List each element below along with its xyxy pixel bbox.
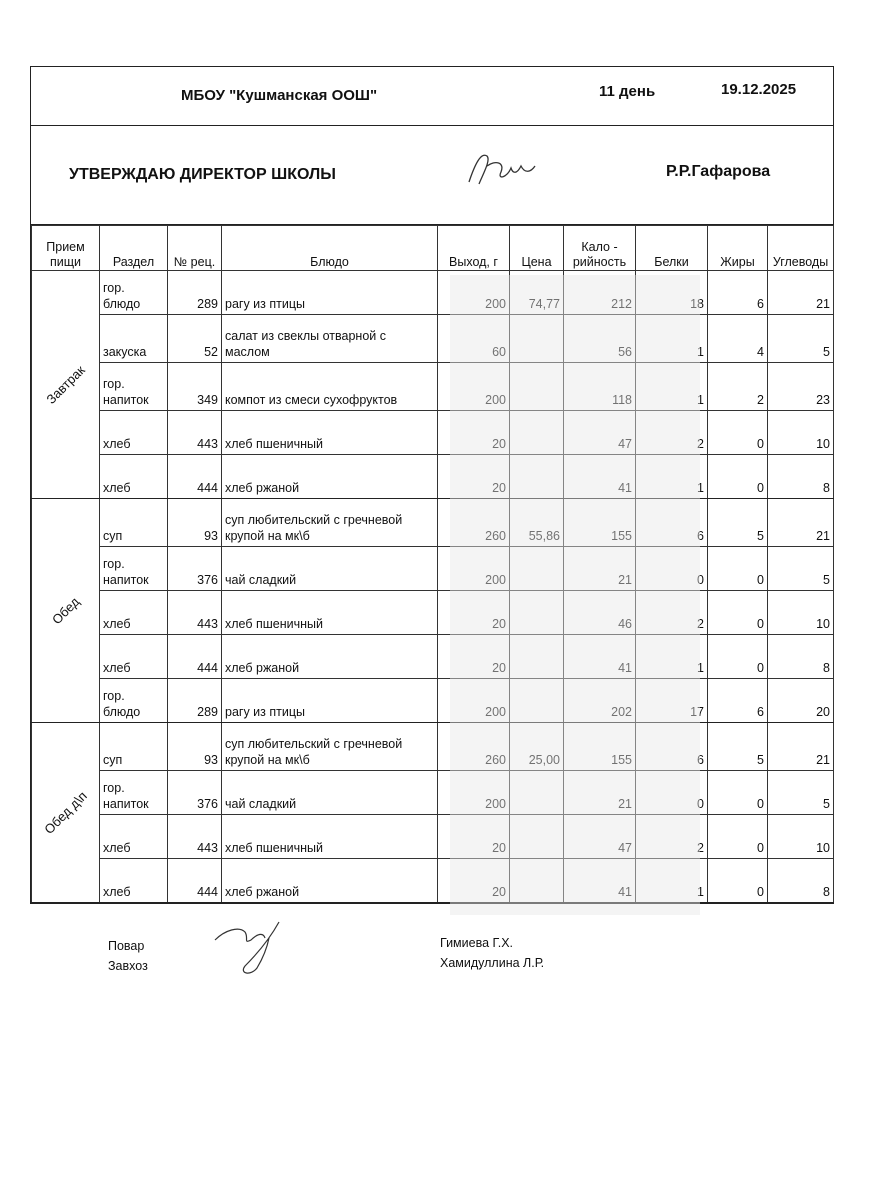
cell-carbs: 8: [768, 455, 834, 499]
cell-carbs: 8: [768, 635, 834, 679]
cell-calories: 41: [564, 635, 636, 679]
cell-fats: 6: [708, 679, 768, 723]
table-row: [32, 271, 834, 315]
cell-proteins: 17: [636, 679, 708, 723]
cell-calories: 21: [564, 771, 636, 815]
meal-name: [32, 499, 100, 723]
cell-dish: хлеб ржаной: [222, 859, 438, 903]
table-row: [32, 771, 834, 815]
cell-carbs: 5: [768, 547, 834, 591]
cell-dish: хлеб пшеничный: [222, 815, 438, 859]
table-row: [32, 547, 834, 591]
cell-fats: 5: [708, 499, 768, 547]
cell-price: [510, 455, 564, 499]
table-row: [32, 591, 834, 635]
cell-price: [510, 635, 564, 679]
supply-name: Хамидуллина Л.Р.: [440, 956, 545, 970]
cell-carbs: 21: [768, 723, 834, 771]
col-recipe: № рец.: [168, 226, 222, 271]
supply-label: Завхоз: [108, 959, 148, 973]
table-row: [32, 859, 834, 903]
cell-recipe: 443: [168, 411, 222, 455]
cell-carbs: 23: [768, 363, 834, 411]
cell-carbs: 20: [768, 679, 834, 723]
col-price: Цена: [510, 226, 564, 271]
cell-dish: салат из свеклы отварной с маслом: [222, 315, 438, 363]
cell-recipe: 93: [168, 723, 222, 771]
cell-carbs: 8: [768, 859, 834, 903]
meal-name: [32, 723, 100, 903]
cell-fats: 0: [708, 411, 768, 455]
meal-label: Завтрак: [42, 361, 88, 407]
cell-fats: 0: [708, 635, 768, 679]
cell-yield: 200: [438, 679, 510, 723]
cell-calories: 155: [564, 723, 636, 771]
cell-calories: 21: [564, 547, 636, 591]
cell-section: хлеб: [100, 411, 168, 455]
cell-proteins: 0: [636, 771, 708, 815]
cell-dish: суп любительский с гречневой крупой на мк\б: [222, 499, 438, 547]
cell-calories: 41: [564, 859, 636, 903]
menu-sheet: [30, 66, 834, 904]
cell-fats: 0: [708, 547, 768, 591]
table-row: [32, 455, 834, 499]
cell-section: закуска: [100, 315, 168, 363]
col-meal: Прием пищи: [32, 226, 100, 271]
cell-yield: 260: [438, 723, 510, 771]
cell-dish: рагу из птицы: [222, 679, 438, 723]
cell-recipe: 376: [168, 771, 222, 815]
cell-fats: 0: [708, 859, 768, 903]
cell-price: [510, 859, 564, 903]
cell-proteins: 18: [636, 271, 708, 315]
cell-section: хлеб: [100, 815, 168, 859]
cell-fats: 0: [708, 815, 768, 859]
menu-table: [31, 225, 834, 903]
cell-yield: 200: [438, 271, 510, 315]
table-row: [32, 363, 834, 411]
cell-proteins: 1: [636, 363, 708, 411]
cell-price: [510, 363, 564, 411]
cell-dish: компот из смеси сухофруктов: [222, 363, 438, 411]
meal-name: [32, 271, 100, 499]
cell-price: [510, 591, 564, 635]
cell-recipe: 93: [168, 499, 222, 547]
cell-price: 74,77: [510, 271, 564, 315]
cell-fats: 2: [708, 363, 768, 411]
table-row: [32, 499, 834, 547]
col-fats: Жиры: [708, 226, 768, 271]
cell-yield: 200: [438, 363, 510, 411]
cell-section: хлеб: [100, 455, 168, 499]
cell-yield: 260: [438, 499, 510, 547]
cell-proteins: 1: [636, 859, 708, 903]
cell-fats: 6: [708, 271, 768, 315]
col-dish: Блюдо: [222, 226, 438, 271]
cell-fats: 0: [708, 591, 768, 635]
day-number: 11 день: [599, 83, 656, 100]
cell-section: гор. блюдо: [100, 679, 168, 723]
cook-label: Повар: [108, 939, 145, 953]
col-calories: Кало - рийность: [564, 226, 636, 271]
col-proteins: Белки: [636, 226, 708, 271]
cell-calories: 212: [564, 271, 636, 315]
cell-section: хлеб: [100, 859, 168, 903]
cell-dish: хлеб ржаной: [222, 635, 438, 679]
cell-calories: 47: [564, 411, 636, 455]
cell-recipe: 443: [168, 591, 222, 635]
cell-price: [510, 679, 564, 723]
school-name: МБОУ "Кушманская ООШ": [181, 87, 378, 104]
cell-fats: 5: [708, 723, 768, 771]
cell-proteins: 6: [636, 499, 708, 547]
cell-dish: чай сладкий: [222, 771, 438, 815]
table-header-row: [32, 226, 834, 271]
cell-dish: хлеб пшеничный: [222, 591, 438, 635]
cell-calories: 56: [564, 315, 636, 363]
cell-yield: 20: [438, 859, 510, 903]
approval-row: [31, 126, 833, 225]
cell-section: хлеб: [100, 591, 168, 635]
cell-recipe: 289: [168, 679, 222, 723]
cell-recipe: 443: [168, 815, 222, 859]
table-row: [32, 815, 834, 859]
cell-carbs: 21: [768, 499, 834, 547]
cell-yield: 200: [438, 771, 510, 815]
cell-yield: 20: [438, 455, 510, 499]
cell-recipe: 376: [168, 547, 222, 591]
cell-carbs: 10: [768, 591, 834, 635]
cell-fats: 4: [708, 315, 768, 363]
cell-price: [510, 771, 564, 815]
cell-dish: суп любительский с гречневой крупой на мк\б: [222, 723, 438, 771]
cell-price: [510, 315, 564, 363]
col-section: Раздел: [100, 226, 168, 271]
cell-price: 25,00: [510, 723, 564, 771]
col-carbs: Углеводы: [768, 226, 834, 271]
col-yield: Выход, г: [438, 226, 510, 271]
cell-proteins: 1: [636, 315, 708, 363]
cell-yield: 20: [438, 635, 510, 679]
meal-label: Обед д\п: [40, 787, 90, 837]
cell-dish: рагу из птицы: [222, 271, 438, 315]
cell-proteins: 1: [636, 455, 708, 499]
cell-carbs: 5: [768, 771, 834, 815]
cell-section: гор. напиток: [100, 771, 168, 815]
cell-yield: 20: [438, 591, 510, 635]
cell-carbs: 10: [768, 411, 834, 455]
director-name: Р.Р.Гафарова: [666, 163, 771, 180]
cell-yield: 60: [438, 315, 510, 363]
footer-labels: [108, 936, 148, 976]
cell-recipe: 349: [168, 363, 222, 411]
cell-proteins: 1: [636, 635, 708, 679]
cell-price: 55,86: [510, 499, 564, 547]
table-row: [32, 723, 834, 771]
cell-section: хлеб: [100, 635, 168, 679]
cook-signature-icon: [205, 918, 305, 980]
cell-section: суп: [100, 723, 168, 771]
cell-dish: хлеб пшеничный: [222, 411, 438, 455]
header-row: [31, 67, 833, 126]
cell-dish: хлеб ржаной: [222, 455, 438, 499]
table-row: [32, 679, 834, 723]
cell-fats: 0: [708, 455, 768, 499]
cell-yield: 20: [438, 815, 510, 859]
table-row: [32, 635, 834, 679]
cook-name: Гимиева Г.Х.: [440, 936, 514, 950]
cell-section: гор. блюдо: [100, 271, 168, 315]
cell-proteins: 2: [636, 815, 708, 859]
cell-section: гор. напиток: [100, 363, 168, 411]
cell-calories: 118: [564, 363, 636, 411]
cell-proteins: 2: [636, 411, 708, 455]
cell-section: суп: [100, 499, 168, 547]
cell-carbs: 10: [768, 815, 834, 859]
cell-fats: 0: [708, 771, 768, 815]
cell-calories: 41: [564, 455, 636, 499]
cell-price: [510, 547, 564, 591]
cell-price: [510, 815, 564, 859]
cell-proteins: 6: [636, 723, 708, 771]
cell-calories: 47: [564, 815, 636, 859]
meal-label: Обед: [48, 593, 82, 627]
cell-proteins: 2: [636, 591, 708, 635]
footer-names: [440, 933, 544, 973]
cell-carbs: 21: [768, 271, 834, 315]
cell-calories: 155: [564, 499, 636, 547]
cell-carbs: 5: [768, 315, 834, 363]
cell-yield: 20: [438, 411, 510, 455]
cell-price: [510, 411, 564, 455]
cell-calories: 202: [564, 679, 636, 723]
approval-title: УТВЕРЖДАЮ ДИРЕКТОР ШКОЛЫ: [69, 166, 336, 183]
cell-recipe: 52: [168, 315, 222, 363]
cell-calories: 46: [564, 591, 636, 635]
cell-section: гор. напиток: [100, 547, 168, 591]
cell-recipe: 289: [168, 271, 222, 315]
menu-date: 19.12.2025: [721, 81, 797, 98]
cell-recipe: 444: [168, 635, 222, 679]
cell-dish: чай сладкий: [222, 547, 438, 591]
table-row: [32, 411, 834, 455]
director-signature-icon: [461, 144, 551, 194]
cell-recipe: 444: [168, 455, 222, 499]
cell-proteins: 0: [636, 547, 708, 591]
table-row: [32, 315, 834, 363]
cell-recipe: 444: [168, 859, 222, 903]
cell-yield: 200: [438, 547, 510, 591]
